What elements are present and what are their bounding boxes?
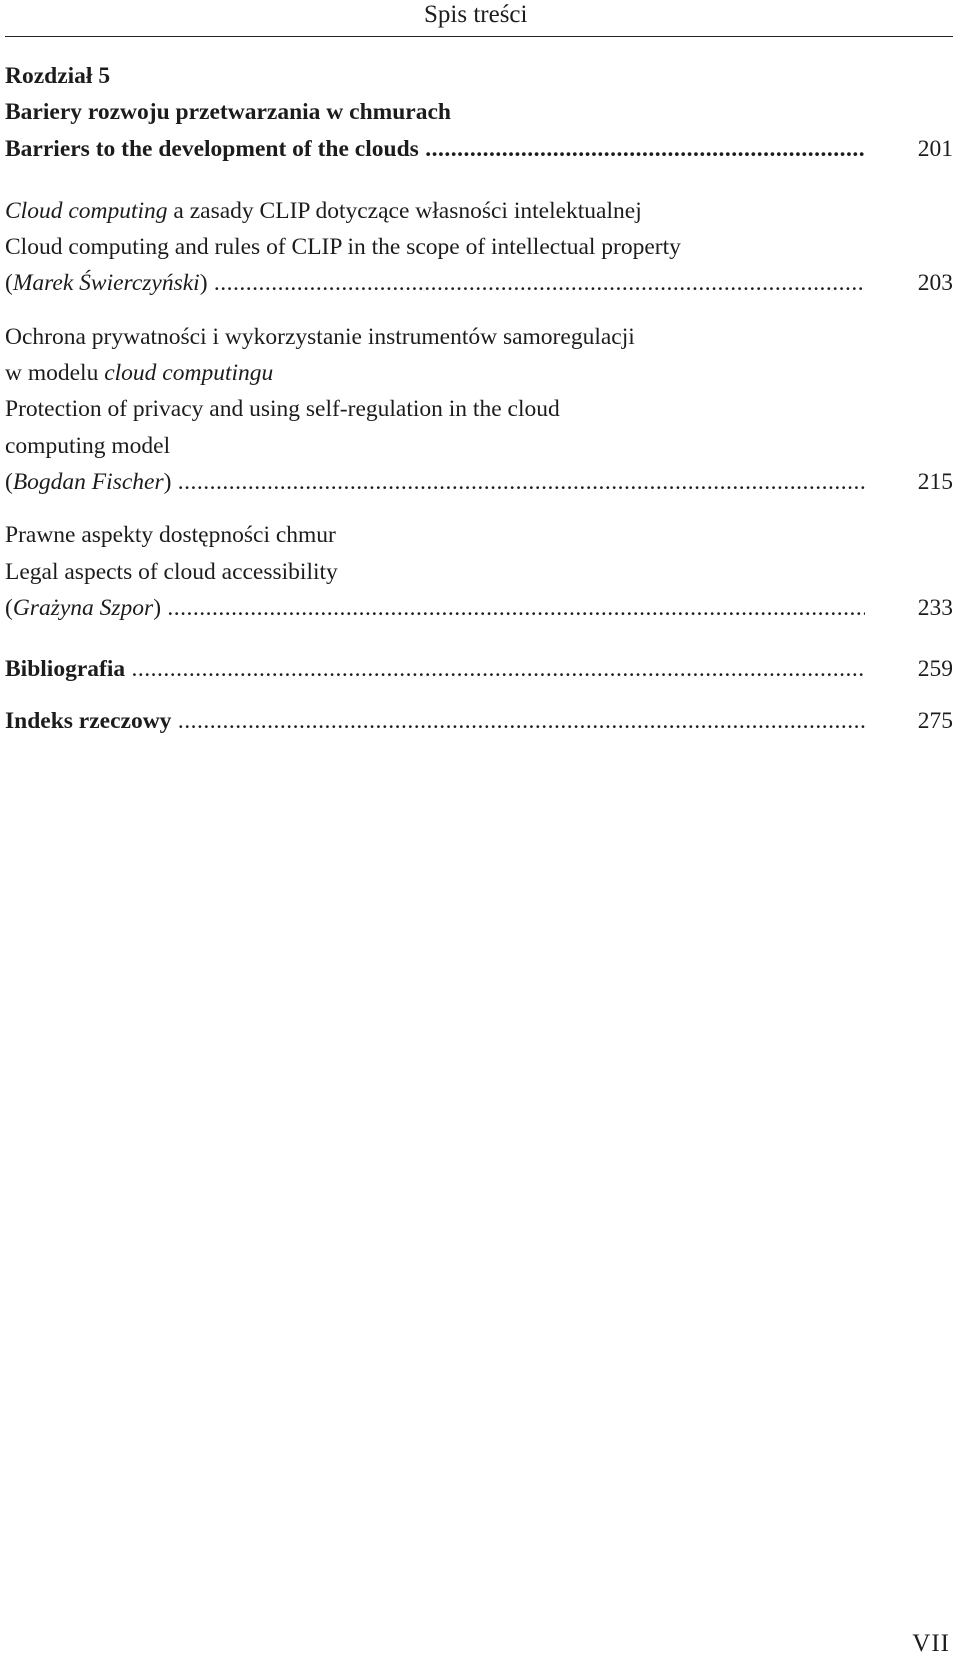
entry-title-en-line2: computing model (5, 432, 171, 459)
paren-close: ) (163, 468, 172, 495)
entry-title-pl (5, 193, 953, 229)
toc-entry-clip[interactable] (5, 193, 953, 302)
entry-page-number: 215 (887, 464, 953, 500)
entry-title-en-line1: Protection of privacy and using self-regulation in the cloud (5, 396, 560, 423)
chapter-title-en-line (5, 131, 953, 167)
paren-open: ( (5, 270, 13, 297)
entry-author-leader (5, 590, 865, 626)
chapter-title-en: Barriers to the development of the clouds (5, 135, 419, 162)
paren-open: ( (5, 468, 13, 495)
entry-title-pl-italic: Cloud computing (5, 197, 168, 224)
toc-bibliography[interactable] (5, 651, 953, 687)
toc-chapter-5[interactable] (5, 58, 953, 167)
paren-open: ( (5, 594, 13, 621)
bibliography-page-number: 259 (887, 651, 953, 687)
bibliography-line (5, 651, 953, 687)
chapter-label: Rozdział 5 (5, 63, 111, 89)
toc-subject-index[interactable] (5, 703, 953, 739)
page-folio: VII (912, 1630, 950, 1657)
entry-author-line (5, 265, 953, 301)
entry-title-pl-line2-italic: cloud computingu (104, 360, 274, 387)
toc-entry-accessibility[interactable] (5, 517, 953, 626)
subject-index-label: Indeks rzeczowy (5, 708, 172, 735)
entry-author: Grażyna Szpor (12, 594, 154, 621)
entry-author-leader (5, 265, 865, 301)
entry-page-number: 203 (887, 265, 953, 301)
entry-author: Marek Świerczyński (12, 270, 200, 297)
entry-page-number: 233 (887, 590, 953, 626)
subject-index-line (5, 703, 953, 739)
entry-title-en: Legal aspects of cloud accessibility (5, 558, 338, 585)
chapter-title-pl: Bariery rozwoju przetwarzania w chmurach (5, 99, 451, 126)
running-head: Spis treści (424, 1, 528, 28)
entry-title-pl-line2 (5, 355, 953, 391)
entry-author-line (5, 464, 953, 500)
paren-close: ) (153, 594, 162, 621)
entry-title-pl-line1: Ochrona prywatności i wykorzystanie instrumentów samoregulacji (5, 323, 635, 350)
entry-title-pl-rest: a zasady CLIP dotyczące własności intelektualnej (167, 197, 642, 224)
entry-title-pl-line2-plain: w modelu (5, 360, 105, 387)
bibliography-label: Bibliografia (5, 656, 126, 683)
entry-author: Bogdan Fischer (12, 468, 164, 495)
chapter-page-number: 201 (887, 131, 953, 167)
subject-index-leader (5, 703, 865, 739)
bibliography-leader (5, 651, 865, 687)
paren-close: ) (199, 270, 208, 297)
entry-author-leader (5, 464, 865, 500)
entry-author-line (5, 590, 953, 626)
toc-entry-privacy[interactable] (5, 319, 953, 500)
chapter-title-en-leader (5, 131, 865, 167)
subject-index-page-number: 275 (887, 703, 953, 739)
entry-title-pl: Prawne aspekty dostępności chmur (5, 522, 336, 549)
table-of-contents (5, 58, 953, 740)
header-rule (5, 36, 953, 37)
entry-title-en: Cloud computing and rules of CLIP in the scope of intellectual property (5, 234, 681, 261)
